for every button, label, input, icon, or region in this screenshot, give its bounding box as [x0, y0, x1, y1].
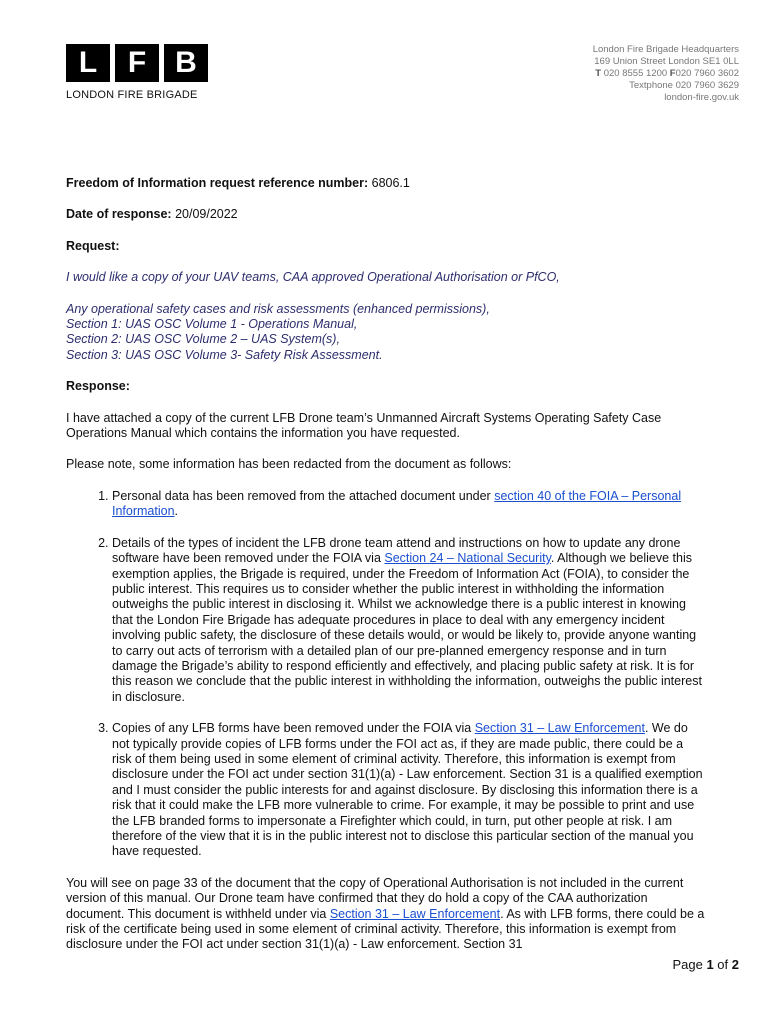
fax-number: 020 7960 3602 [675, 68, 739, 79]
date-label: Date of response: [66, 207, 172, 222]
date-line [66, 207, 706, 222]
logo-letter-l: L [66, 44, 110, 82]
redaction-item-2 [112, 536, 706, 705]
section-31-link[interactable]: Section 31 – Law Enforcement [474, 721, 645, 736]
closing-pre: You will see on page 33 of the document that the copy of Operational Authorisation is not included in the current version of this manual. Our Drone team have confirmed that they do hold a copy of the CAA authorization document. This document is withheld under via [66, 875, 684, 921]
date-value: 20/09/2022 [175, 207, 238, 222]
request-line: Any operational safety cases and risk assessments (enhanced permissions), [66, 301, 490, 316]
item2-post: . Although we believe this exemption applies, the Brigade is required, under the Freedom of Information Act (FOIA), to consider the public interest. This requires us to consider whether the public interest in withholding the information outweighs the public interest in disclosing it. Whilst we acknowledge there is a public interest in knowing that the London Fire Brigade has adequate procedures in place to deal with any emergency incident involving public safety, the disclosure of these details would, or would be likely to, provide anyone wanting to carry out acts of terrorism with a detailed plan of our pre-planned emergency response and in turn damage the Brigade’s ability to respond efficiently and effectively, and placing public safety at risk. It is for this reason we conclude that the public interest in withholding the information, outweighs the public interest in disclosure. [112, 551, 702, 704]
page-of: of [717, 957, 729, 972]
reference-label: Freedom of Information request reference number: [66, 176, 369, 190]
logo-letter-b: B [164, 44, 208, 82]
redaction-list [66, 489, 706, 860]
request-list [66, 302, 706, 364]
section-31-link-2[interactable]: Section 31 – Law Enforcement [329, 906, 501, 921]
item3-post: . We do not typically provide copies of LFB forms under the FOI act as, if they are made public, there could be a risk of them being used in some element of criminal activity. Therefore, this information is exempt from disclosure under the FOI act under section 31(1)(a) - Law enforcement. Section 31 is a qualified exemption and I must consider the public interests for and against disclosure. By disclosing this information there is a risk that it could make the LFB more vulnerable to crime. For example, it may be possible to print and use the LFB branded forms to impersonate a Firefighter which could, in turn, put other people at risk. I am therefore of the view that it is in the public interest not to disclose this particular section of the manual you have requested. [112, 721, 703, 859]
request-line: Section 3: UAS OSC Volume 3- Safety Risk Assessment. [66, 347, 383, 362]
item1-text: Personal data has been removed from the attached document under [112, 488, 495, 503]
section-40-link[interactable]: section 40 of the FOIA – Personal Information [112, 488, 682, 519]
page-total: 2 [731, 957, 739, 972]
reference-value: 6806.1 [371, 176, 410, 190]
tel-number: 020 8555 1200 [603, 68, 668, 79]
redaction-item-1 [112, 489, 706, 520]
hq-address [593, 44, 739, 104]
request-text-1: I would like a copy of your UAV teams, CAA approved Operational Authorisation or PfCO, [66, 270, 560, 285]
redaction-item-3 [112, 721, 706, 860]
page-current: 1 [706, 957, 714, 972]
item2-pre: Details of the types of incident the LFB drone team attend and instructions on how to update any drone software have been removed under the FOIA via [112, 535, 681, 566]
logo-letter-f: F [115, 44, 159, 82]
textphone-line: Textphone 020 7960 3629 [629, 80, 739, 91]
section-24-link[interactable]: Section 24 – National Security [384, 551, 551, 566]
page-word: Page [672, 957, 703, 972]
logo-name: LONDON FIRE BRIGADE [66, 89, 198, 101]
closing-paragraph [66, 876, 706, 953]
logo-letters [66, 44, 208, 82]
response-heading: Response: [66, 379, 130, 394]
address-line-2: 169 Union Street London SE1 0LL [594, 56, 739, 67]
item1-end: . [174, 504, 179, 519]
lfb-logo [66, 44, 208, 101]
address-line-1: London Fire Brigade Headquarters [592, 44, 739, 55]
request-line: Section 1: UAS OSC Volume 1 - Operations Manual, [66, 317, 358, 332]
item3-pre: Copies of any LFB forms have been removed under the FOIA via [112, 721, 475, 736]
closing-post: . As with LFB forms, there could be a risk of the certificate being used in some element of criminal activity. Therefore, this information is exempt from disclosure under the FOI act under section 31(1)(a) - Law enforcement. Section 31 [66, 906, 705, 952]
request-line: Section 2: UAS OSC Volume 2 – UAS System(s), [66, 332, 340, 347]
response-paragraph-1: I have attached a copy of the current LFB Drone team’s Unmanned Aircraft Systems Operating Safety Case Operations Manual which contains the information you have requested. [66, 410, 662, 441]
website: london-fire.gov.uk [664, 92, 739, 103]
response-paragraph-2: Please note, some information has been redacted from the document as follows: [66, 457, 512, 472]
letter-body [66, 176, 706, 953]
request-heading: Request: [66, 238, 120, 253]
page-number [672, 957, 739, 972]
phone-line [593, 68, 739, 80]
reference-line [66, 176, 706, 191]
tel-label: T [595, 68, 602, 79]
fax-label: F [669, 68, 676, 79]
